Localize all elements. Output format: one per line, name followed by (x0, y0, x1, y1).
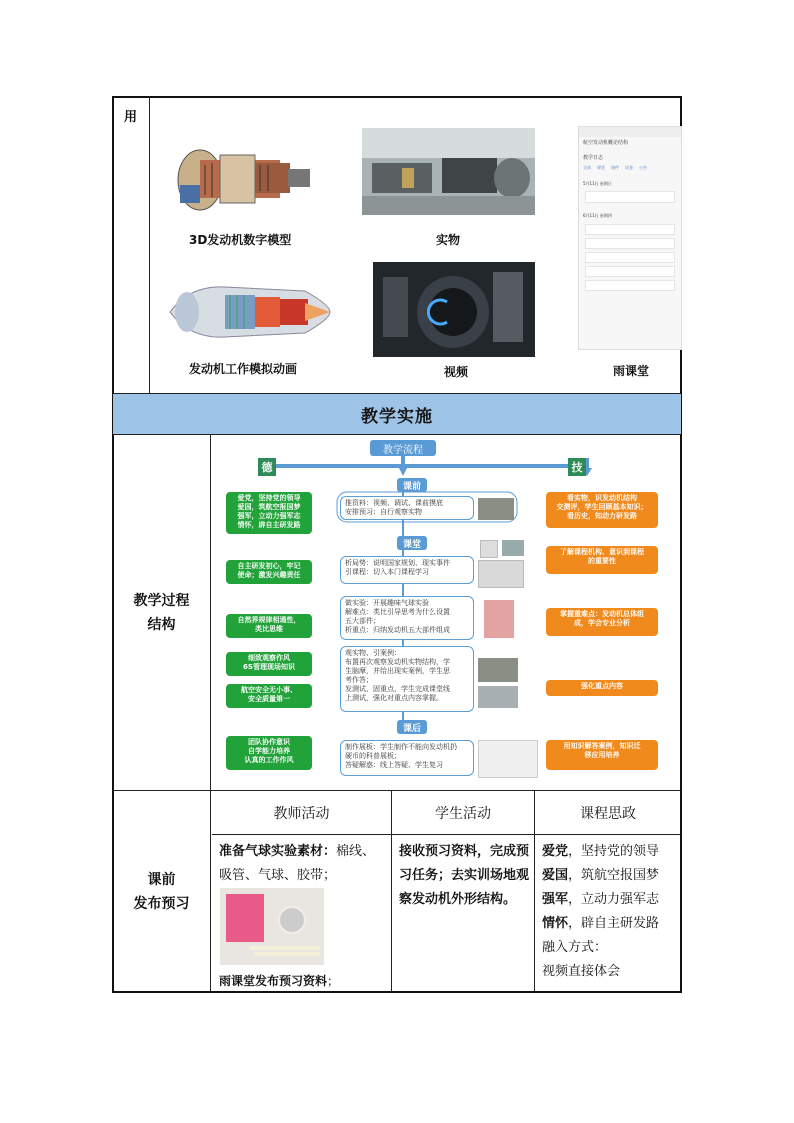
activity-box: 做实验：开展趣味气球实验 解难点：类比引导思考为什么设置 五大部件； 析重点：归纳发动机五大部件组成 (340, 596, 474, 640)
engine-animation-image (165, 275, 335, 350)
skill-tag: 技 (568, 458, 586, 476)
skill-box: 了解课程机构、意识到课程 的重要性 (546, 546, 658, 574)
activity-box: 推资料：视频、调试、课前摸底 安排预习：自行观察实物 (340, 496, 474, 520)
rain-classroom-label: 雨课堂 (613, 364, 650, 378)
activity-box: 制作展板：学生制作不能向发动机扔 硬币的科普展板； 答疑解惑：线上答疑、学生复习 (340, 740, 474, 776)
engine-3d-model-image (160, 125, 320, 220)
phone-tab[interactable]: 全部 (583, 165, 591, 170)
ideology-cell: 爱党，坚持党的领导 爱国，筑航空报国梦 强军，立动力强军志 情怀，辟自主研发路 融入方式： 视频直接体会 (542, 844, 660, 979)
balloon-materials-photo (220, 888, 324, 965)
phone-tab[interactable]: 课堂 (597, 165, 605, 170)
activity-box: 析局势：说明国家规划、现实事件 引课程：切入本门课程学习 (340, 556, 474, 584)
prep-row-label: 课前 发布预习 (113, 791, 211, 992)
teacher-activity-header: 教师活动 (212, 791, 392, 835)
virtue-box: 自主研发初心，牢记 使命；激发兴趣责任 (226, 560, 312, 584)
skill-box: 掌握重难点：发动机总体组 成，学会专业分析 (546, 608, 658, 636)
process-row-label: 教学过程 结构 (113, 435, 211, 790)
usage-row-label-cell (112, 96, 150, 393)
teacher-bold-lead: 准备气球实验素材： (219, 844, 337, 859)
phone-tab[interactable]: 试卷 (625, 165, 633, 170)
phone-tab-title: 教学日志 (583, 155, 604, 161)
engine-animation-label: 发动机工作模拟动画 (189, 362, 298, 376)
virtue-box: 团队协作意识 自学能力培养 认真的工作作风 (226, 736, 312, 770)
real-engine-photo (362, 128, 535, 215)
teacher-bottom-bold: 雨课堂发布预习资料 (219, 974, 328, 988)
ideology-header: 课程思政 (535, 791, 681, 835)
thumbnail-image (502, 540, 524, 556)
virtue-box: 爱党，坚持党的领导 爱国，筑航空报国梦 强军，立动力强军志 情怀，辟自主研发路 (226, 492, 312, 534)
thumbnail-image (484, 600, 514, 638)
virtue-box: 自然界规律相通性， 类比思维 (226, 614, 312, 638)
teacher-activity-cell: 准备气球实验素材：棉线、吸管、气球、胶带； 雨课堂发布预习资料； (212, 835, 392, 992)
phone-date: 5月11日 星期日 (583, 181, 612, 186)
engine-3d-model-label: 3D发动机数字模型 (189, 233, 292, 247)
phase-pre-class: 课前 (397, 478, 427, 492)
engine-video-image (373, 262, 535, 357)
phase-in-class: 课堂 (397, 536, 427, 550)
usage-row-label: 用 (124, 110, 138, 125)
engine-video-label: 视频 (444, 365, 469, 379)
student-activity-cell (392, 835, 535, 992)
phone-tab[interactable]: 课件 (611, 165, 619, 170)
phone-date: 6月11日 星期四 (583, 213, 612, 218)
thumbnail-image (478, 560, 524, 588)
student-activity-text: 接收预习资料，完成预习任务；去实训场地观察发动机外形结构。 (399, 844, 530, 907)
phase-after-class: 课后 (397, 720, 427, 734)
thumbnail-image (478, 658, 518, 682)
phone-title: 航空发动机概论结构 (583, 140, 629, 146)
thumbnail-image (478, 740, 538, 778)
teaching-flow-diagram (212, 436, 681, 789)
skill-box: 看实物，识发动机结构 交测评，学生回顾基本知识； 看历史，知动力研发路 (546, 492, 658, 528)
flow-title: 教学流程 (383, 444, 423, 456)
virtue-tag: 德 (258, 458, 276, 476)
thumbnail-image (478, 686, 518, 708)
real-engine-label: 实物 (436, 233, 461, 247)
skill-box: 强化重点内容 (546, 680, 658, 696)
thumbnail-image (478, 498, 514, 520)
skill-box: 用知识解答案例，知识迁 移应用培养 (546, 740, 658, 770)
phone-tab[interactable]: 公告 (639, 165, 647, 170)
thumbnail-image (480, 540, 498, 558)
virtue-box: 航空安全无小事、 安全质量第一 (226, 684, 312, 708)
section-title: 教学实施 (113, 393, 681, 435)
student-activity-header: 学生活动 (392, 791, 535, 835)
virtue-box: 细致观察作风 6S管理现场知识 (226, 652, 312, 676)
rain-classroom-screenshot (578, 126, 682, 350)
activity-box: 观实物、引案例： 布置再次观察发动机实物结构，学 生脑摩，并给出现实案例，学生思 考作答； 发测试、固重点、学生完成课堂线 上测试，强化对重点内容掌握。 (340, 646, 474, 712)
teacher-text: 棉线、吸管、气球、胶带； (219, 844, 376, 883)
